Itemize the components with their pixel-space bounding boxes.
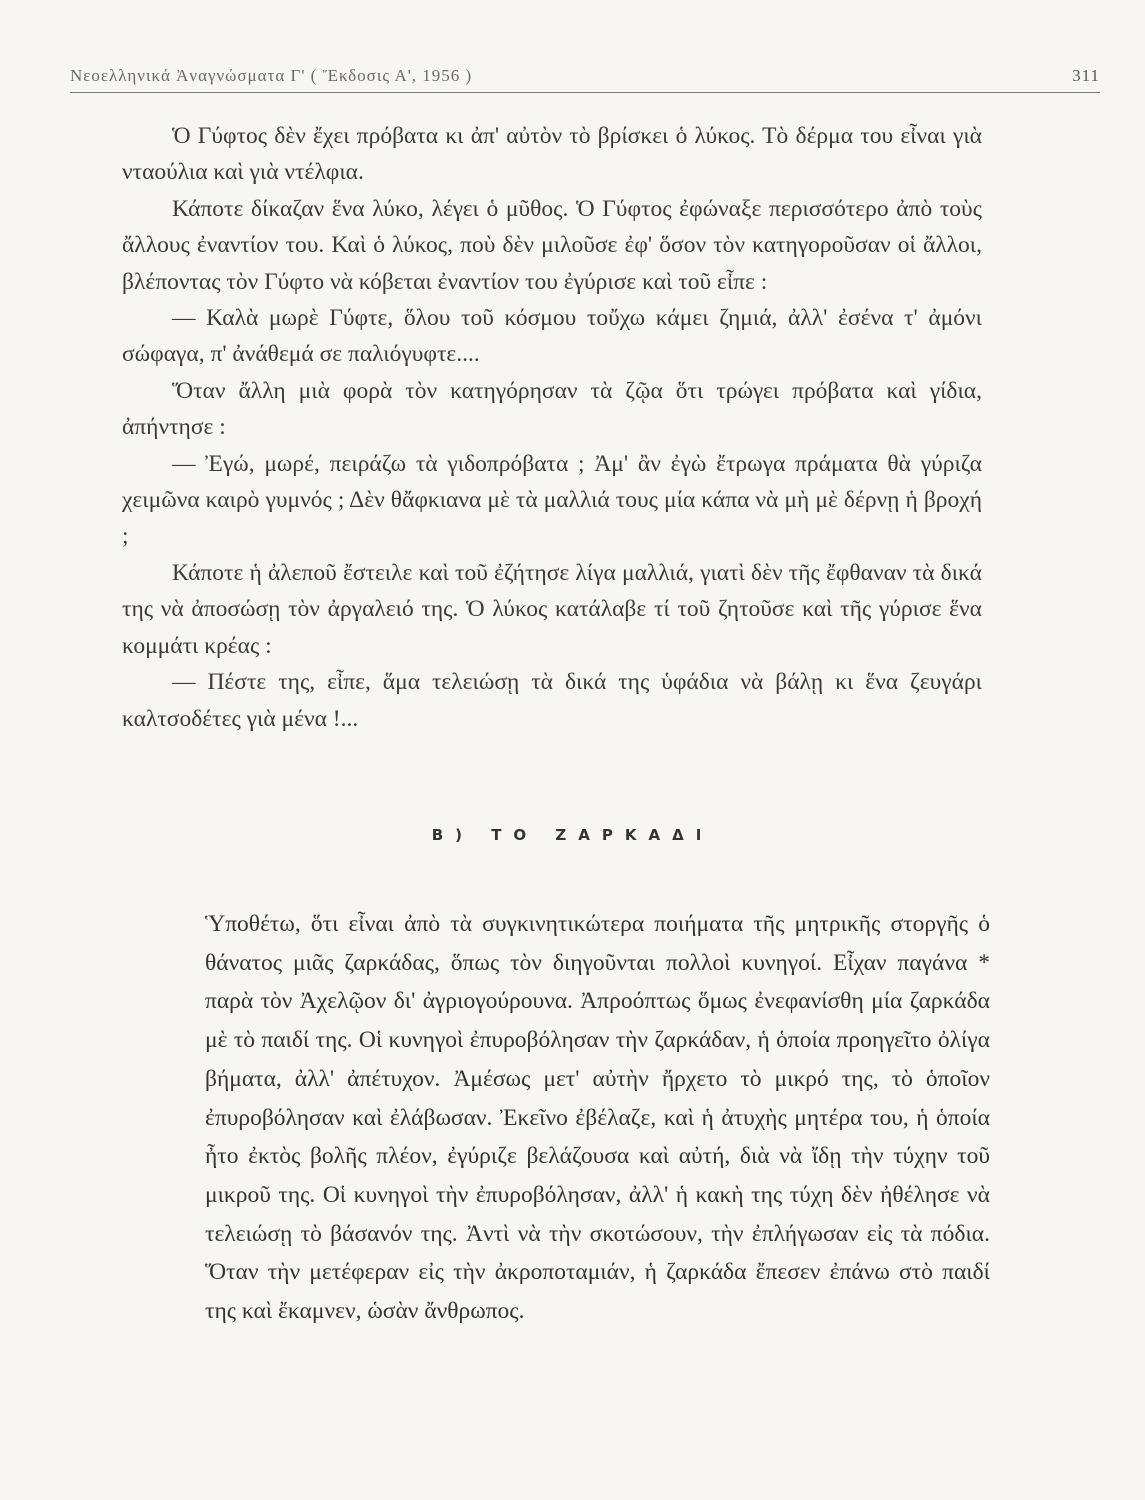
running-header — [70, 62, 1100, 93]
paragraph: Κάποτε ἡ ἀλεποῦ ἔστειλε καὶ τοῦ ἐζήτησε λίγα μαλλιά, γιατὶ δὲν τῆς ἔφθαναν τὰ δικά της νὰ ἀποσώσῃ τὸν ἀργαλειό της. Ὁ λύκος κατάλαβε τί τοῦ ζητοῦσε καὶ τῆς γύρισε ἕνα κομμάτι κρέας : — [122, 559, 982, 659]
dialogue-line: — Καλὰ μωρὲ Γύφτε, ὅλου τοῦ κόσμου τοὔχω κάμει ζημιά, ἀλλ' ἐσένα τ' ἀμόνι σώφαγα, π' ἀνάθεμά σε παλιόγυφτε.... — [122, 305, 982, 368]
header-title: Νεοελληνικά Ἀναγνώσματα Γ' ( Ἔκδοσις Α', 1956 ) — [70, 66, 473, 85]
section-a-text — [122, 118, 982, 737]
section-heading: Β) ΤΟ ΖΑΡΚΑΔΙ — [431, 826, 714, 844]
dialogue-line: — Πέστε της, εἶπε, ἅμα τελειώσῃ τὰ δικά της ὑφάδια νὰ βάλῃ κι ἕνα ζευγάρι καλτσοδέτες γιὰ μένα !... — [122, 669, 982, 732]
page-number: 311 — [1072, 66, 1100, 85]
paragraph: Κάποτε δίκαζαν ἕνα λύκο, λέγει ὁ μῦθος. Ὁ Γύφτος ἐφώναξε περισσότερο ἀπὸ τοὺς ἄλλους ἐναντίον του. Καὶ ὁ λύκος, ποὺ δὲν μιλοῦσε ἐφ' ὅσον τὸν κατηγοροῦσαν οἱ ἄλλοι, βλέποντας τὸν Γύφτο νὰ κόβεται ἐναντίον του ἐγύρισε καὶ τοῦ εἶπε : — [122, 195, 982, 295]
paragraph: Ὅταν ἄλλη μιὰ φορὰ τὸν κατηγόρησαν τὰ ζῷα ὅτι τρώγει πρόβατα καὶ γίδια, ἀπήντησε : — [122, 377, 982, 441]
section-b-text — [205, 905, 990, 1331]
paragraph: Ὑποθέτω, ὅτι εἶναι ἀπὸ τὰ συγκινητικώτερα ποιήματα τῆς μητρικῆς στοργῆς ὁ θάνατος μιᾶς ζαρκάδας, ὅπως τὸν διηγοῦνται πολλοὶ κυνηγοί. Εἶχαν παγάνα * παρὰ τὸν Ἀχελῷον δι' ἀγριογούρουνα. Ἀπροόπτως ὅμως ἐνεφανίσθη μία ζαρκάδα μὲ τὸ παιδί της. Οἱ κυνηγοὶ ἐπυροβόλησαν τὴν ζαρκάδαν, ἡ ὁποία προηγεῖτο ὀλίγα βήματα, ἀλλ' ἀπέτυχον. Ἀμέσως μετ' αὐτὴν ἤρχετο τὸ μικρό της, τὸ ὁποῖον ἐπυροβόλησαν καὶ ἐλάβωσαν. Ἐκεῖνο ἐβέλαζε, καὶ ἡ ἀτυχὴς μητέρα του, ἡ ὁποία ἦτο ἐκτὸς βολῆς πλέον, ἐγύριζε βελάζουσα καὶ αὐτή, διὰ νὰ ἴδῃ τὴν τύχην τοῦ μικροῦ της. Οἱ κυνηγοὶ τὴν ἐπυροβόλησαν, ἀλλ' ἡ κακὴ της τύχη δὲν ἠθέλησε νὰ τελειώσῃ τὸ βάσανόν της. Ἀντὶ νὰ τὴν σκοτώσουν, τὴν ἐπλήγωσαν εἰς τὰ πόδια. Ὅταν τὴν μετέφεραν εἰς τὴν ἀκροποταμιάν, ἡ ζαρκάδα ἔπεσεν ἐπάνω στὸ παιδί της καὶ ἔκαμνεν, ὡσὰν ἄνθρωπος. — [205, 911, 990, 1325]
dialogue-line: — Ἐγώ, μωρέ, πειράζω τὰ γιδοπρόβατα ; Ἀμ' ἂν ἐγὼ ἔτρωγα πράματα θὰ γύριζα χειμῶνα καιρὸ γυμνός ; Δὲν θἄφκιανα μὲ τὰ μαλλιά τους μία κάπα νὰ μὴ μὲ δέρνῃ ἡ βροχή ; — [122, 450, 982, 550]
paragraph: Ὁ Γύφτος δὲν ἔχει πρόβατα κι ἀπ' αὐτὸν τὸ βρίσκει ὁ λύκος. Τὸ δέρμα του εἶναι γιὰ νταούλια καὶ γιὰ ντέλφια. — [122, 123, 982, 186]
